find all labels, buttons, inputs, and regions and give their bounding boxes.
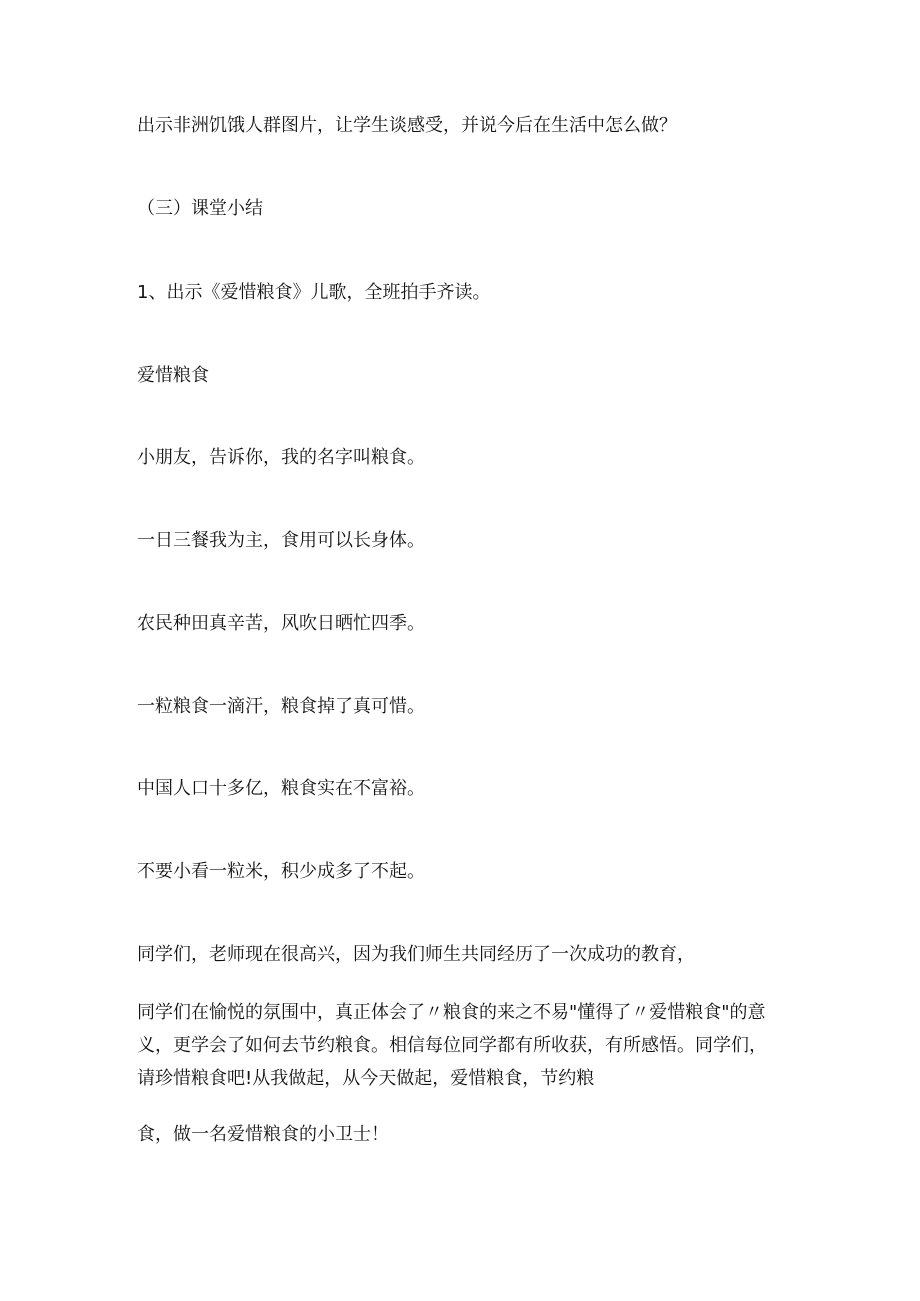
teacher-remark: 同学们，老师现在很高兴，因为我们师生共同经历了一次成功的教育，	[137, 944, 695, 965]
poem-line-5: 中国人口十多亿，粮食实在不富裕。	[137, 778, 425, 799]
intro-instruction: 出示非洲饥饿人群图片，让学生谈感受，并说今后在生活中怎么做？	[137, 115, 677, 136]
poem-line-1: 小朋友，告诉你，我的名字叫粮食。	[137, 447, 425, 468]
poem-line-3: 农民种田真辛苦，风吹日晒忙四季。	[137, 613, 425, 634]
step-one: 1、出示《爱惜粮食》儿歌，全班拍手齐读。	[137, 282, 491, 303]
section-heading: （三）课堂小结	[137, 198, 263, 219]
closing-paragraph: 同学们在愉悦的氛围中，真正体会了〃粮食的来之不易"懂得了〃爱惜粮食"的意义，更学会了如何去节约粮食。相信每位同学都有所收获，有所感悟。同学们，请珍惜粮食吧!从我做起，从今天做起，爱惜粮食，节约粮	[137, 1002, 767, 1089]
poem-line-4: 一粒粮食一滴汗，粮食掉了真可惜。	[137, 696, 425, 717]
poem-line-6: 不要小看一粒米，积少成多了不起。	[137, 861, 425, 882]
final-line: 食，做一名爱惜粮食的小卫士！	[137, 1124, 389, 1145]
poem-title: 爱惜粮食	[137, 365, 209, 386]
poem-line-2: 一日三餐我为主，食用可以长身体。	[137, 530, 425, 551]
